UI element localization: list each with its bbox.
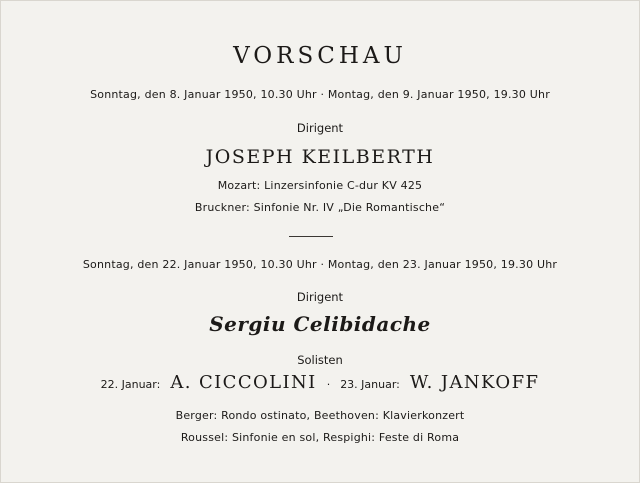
concert1-conductor: JOSEPH KEILBERTH	[205, 146, 435, 168]
concert1-program-item: Mozart: Linzersinfonie C-dur KV 425	[217, 179, 423, 192]
concert1-conductor-label: Dirigent	[296, 121, 344, 135]
concert2-conductor-label: Dirigent	[296, 290, 344, 304]
page-title: VORSCHAU	[233, 43, 407, 69]
concert1-program-item: Bruckner: Sinfonie Nr. IV „Die Romantische“	[194, 201, 446, 214]
soloist2-date: 23. Januar:	[340, 378, 400, 391]
concert2-program-item: Berger: Rondo ostinato, Beethoven: Klavierkonzert	[175, 409, 465, 422]
soloists-label: Solisten	[297, 353, 343, 367]
concert1-dates: Sonntag, den 8. Januar 1950, 10.30 Uhr · Montag, den 9. Januar 1950, 19.30 Uhr	[90, 88, 550, 101]
section-divider	[289, 236, 333, 237]
soloist1-date: 22. Januar:	[100, 378, 161, 391]
soloists-row	[0, 372, 640, 393]
soloist2-name: W. JANKOFF	[409, 372, 540, 393]
concert2-program-item: Roussel: Sinfonie en sol, Respighi: Feste di Roma	[180, 431, 460, 444]
concert2-dates: Sonntag, den 22. Januar 1950, 10.30 Uhr · Montag, den 23. Januar 1950, 19.30 Uhr	[82, 258, 558, 271]
soloist1-name: A. CICCOLINI	[170, 372, 317, 393]
concert2-conductor: Sergiu Celibidache	[209, 312, 431, 336]
soloist-separator: ·	[326, 378, 331, 391]
